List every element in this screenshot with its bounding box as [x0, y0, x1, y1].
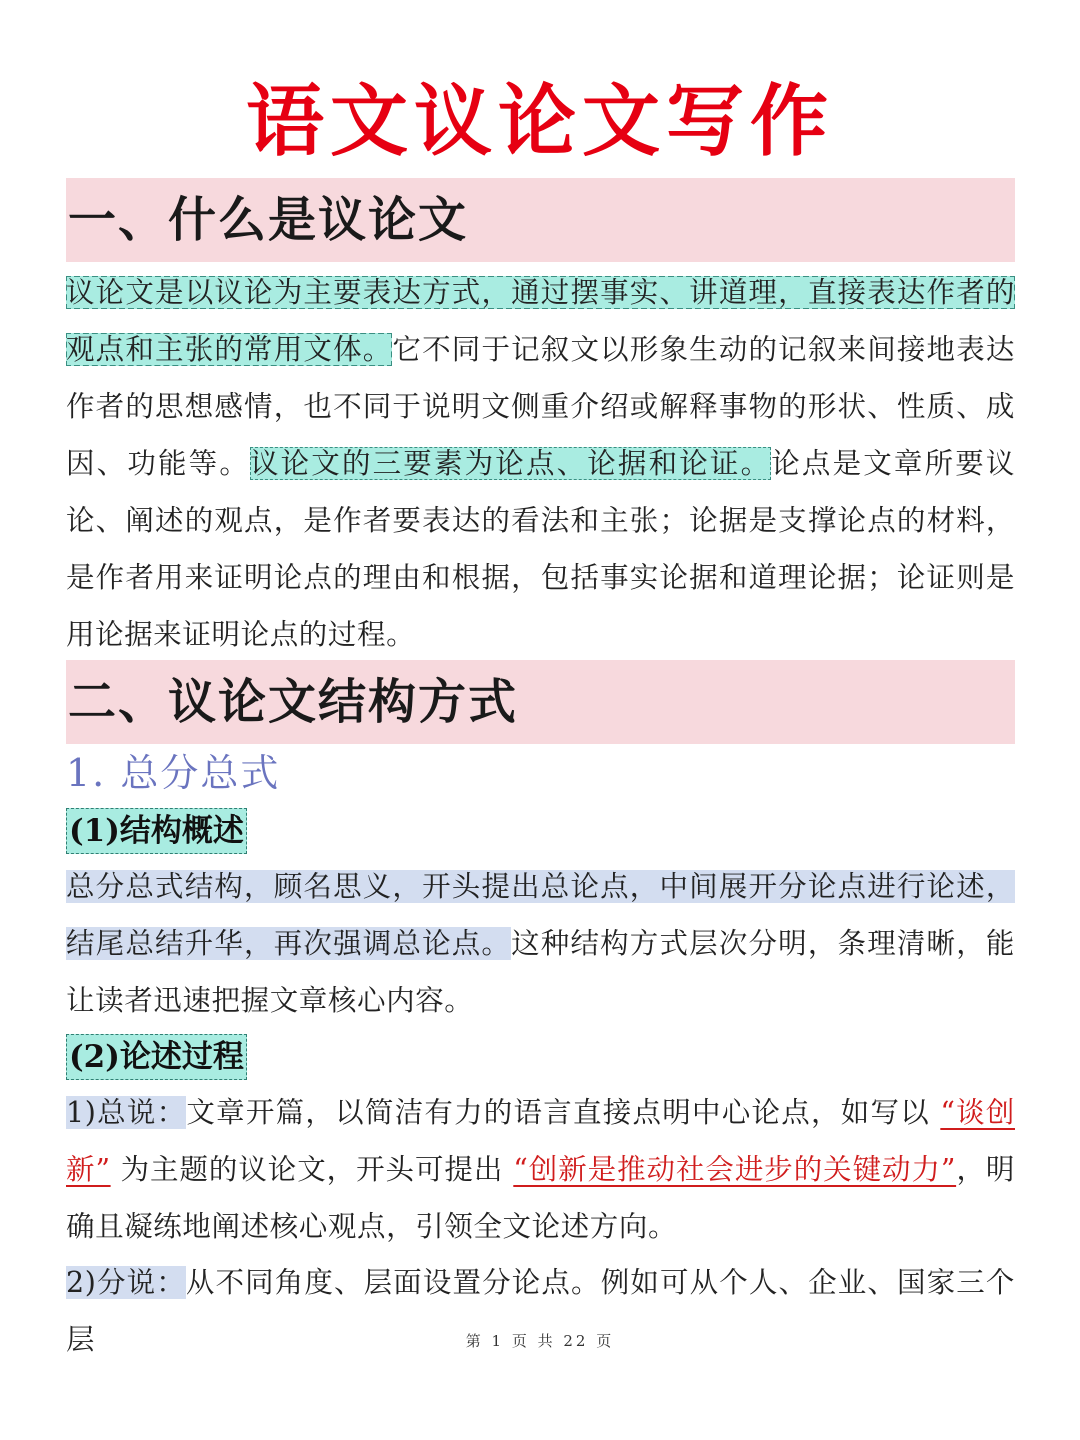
- subsection-heading: 1. 总分总式: [66, 751, 281, 795]
- process-paragraph-1: [66, 1084, 1015, 1255]
- label-fenshuo: 2)分说：: [66, 1266, 186, 1299]
- section-heading-1: 一、什么是议论文: [68, 192, 469, 248]
- paragraph-text: 论点是文章所要议论、阐述的观点，是作者要表达的看法和主张；论据是支撑论点的材料，是作者用来证明论点的理由和根据，包括事实论据和道理论据；论证则是用论据来证明论点的过程。: [66, 447, 1015, 651]
- page-title: 语文议论文写作: [245, 76, 834, 167]
- page-footer: 第 1 页 共 22 页: [465, 1332, 615, 1350]
- label-zongshuo: 1)总说：: [66, 1096, 187, 1129]
- highlight-overview: 总分总式结构，顾名思义，开头提出总论点，中间展开分论点进行论述，结尾总结升华，再次强调总论点。: [66, 870, 1015, 960]
- example-thesis: “创新是推动社会进步的关键动力”: [513, 1153, 957, 1186]
- structure-overview-heading: (1)结构概述: [66, 808, 247, 854]
- highlight-three-elements: 议论文的三要素为论点、论据和论证。: [249, 447, 772, 480]
- definition-paragraph: [66, 264, 1015, 663]
- paragraph-text: ，明确且凝练地阐述核心观点，引领全文论述方向。: [66, 1153, 1015, 1243]
- section-heading-band: [66, 660, 1015, 744]
- paragraph-text: 这种结构方式层次分明，条理清晰，能让读者迅速把握文章核心内容。: [66, 927, 1015, 1017]
- example-topic: “谈创新”: [66, 1096, 1015, 1186]
- paragraph-text: 从不同角度、层面设置分论点。例如可从个人、企业、国家三个层: [66, 1266, 1015, 1356]
- paragraph-text: 文章开篇，以简洁有力的语言直接点明中心论点，如写以: [186, 1096, 941, 1129]
- paragraph-text: 为主题的议论文，开头可提出: [110, 1153, 514, 1186]
- section-heading-2: 二、议论文结构方式: [68, 674, 519, 730]
- section-heading-band: [66, 178, 1015, 262]
- paragraph-text: 它不同于记叙文以形象生动的记叙来间接地表达作者的思想感情，也不同于说明文侧重介绍或解释事物的形状、性质、成因、功能等。: [66, 333, 1015, 480]
- overview-paragraph: [66, 858, 1015, 1029]
- highlight-definition: 议论文是以议论为主要表达方式，通过摆事实、讲道理，直接表达作者的观点和主张的常用文体。: [66, 276, 1015, 366]
- process-heading: (2)论述过程: [66, 1034, 247, 1080]
